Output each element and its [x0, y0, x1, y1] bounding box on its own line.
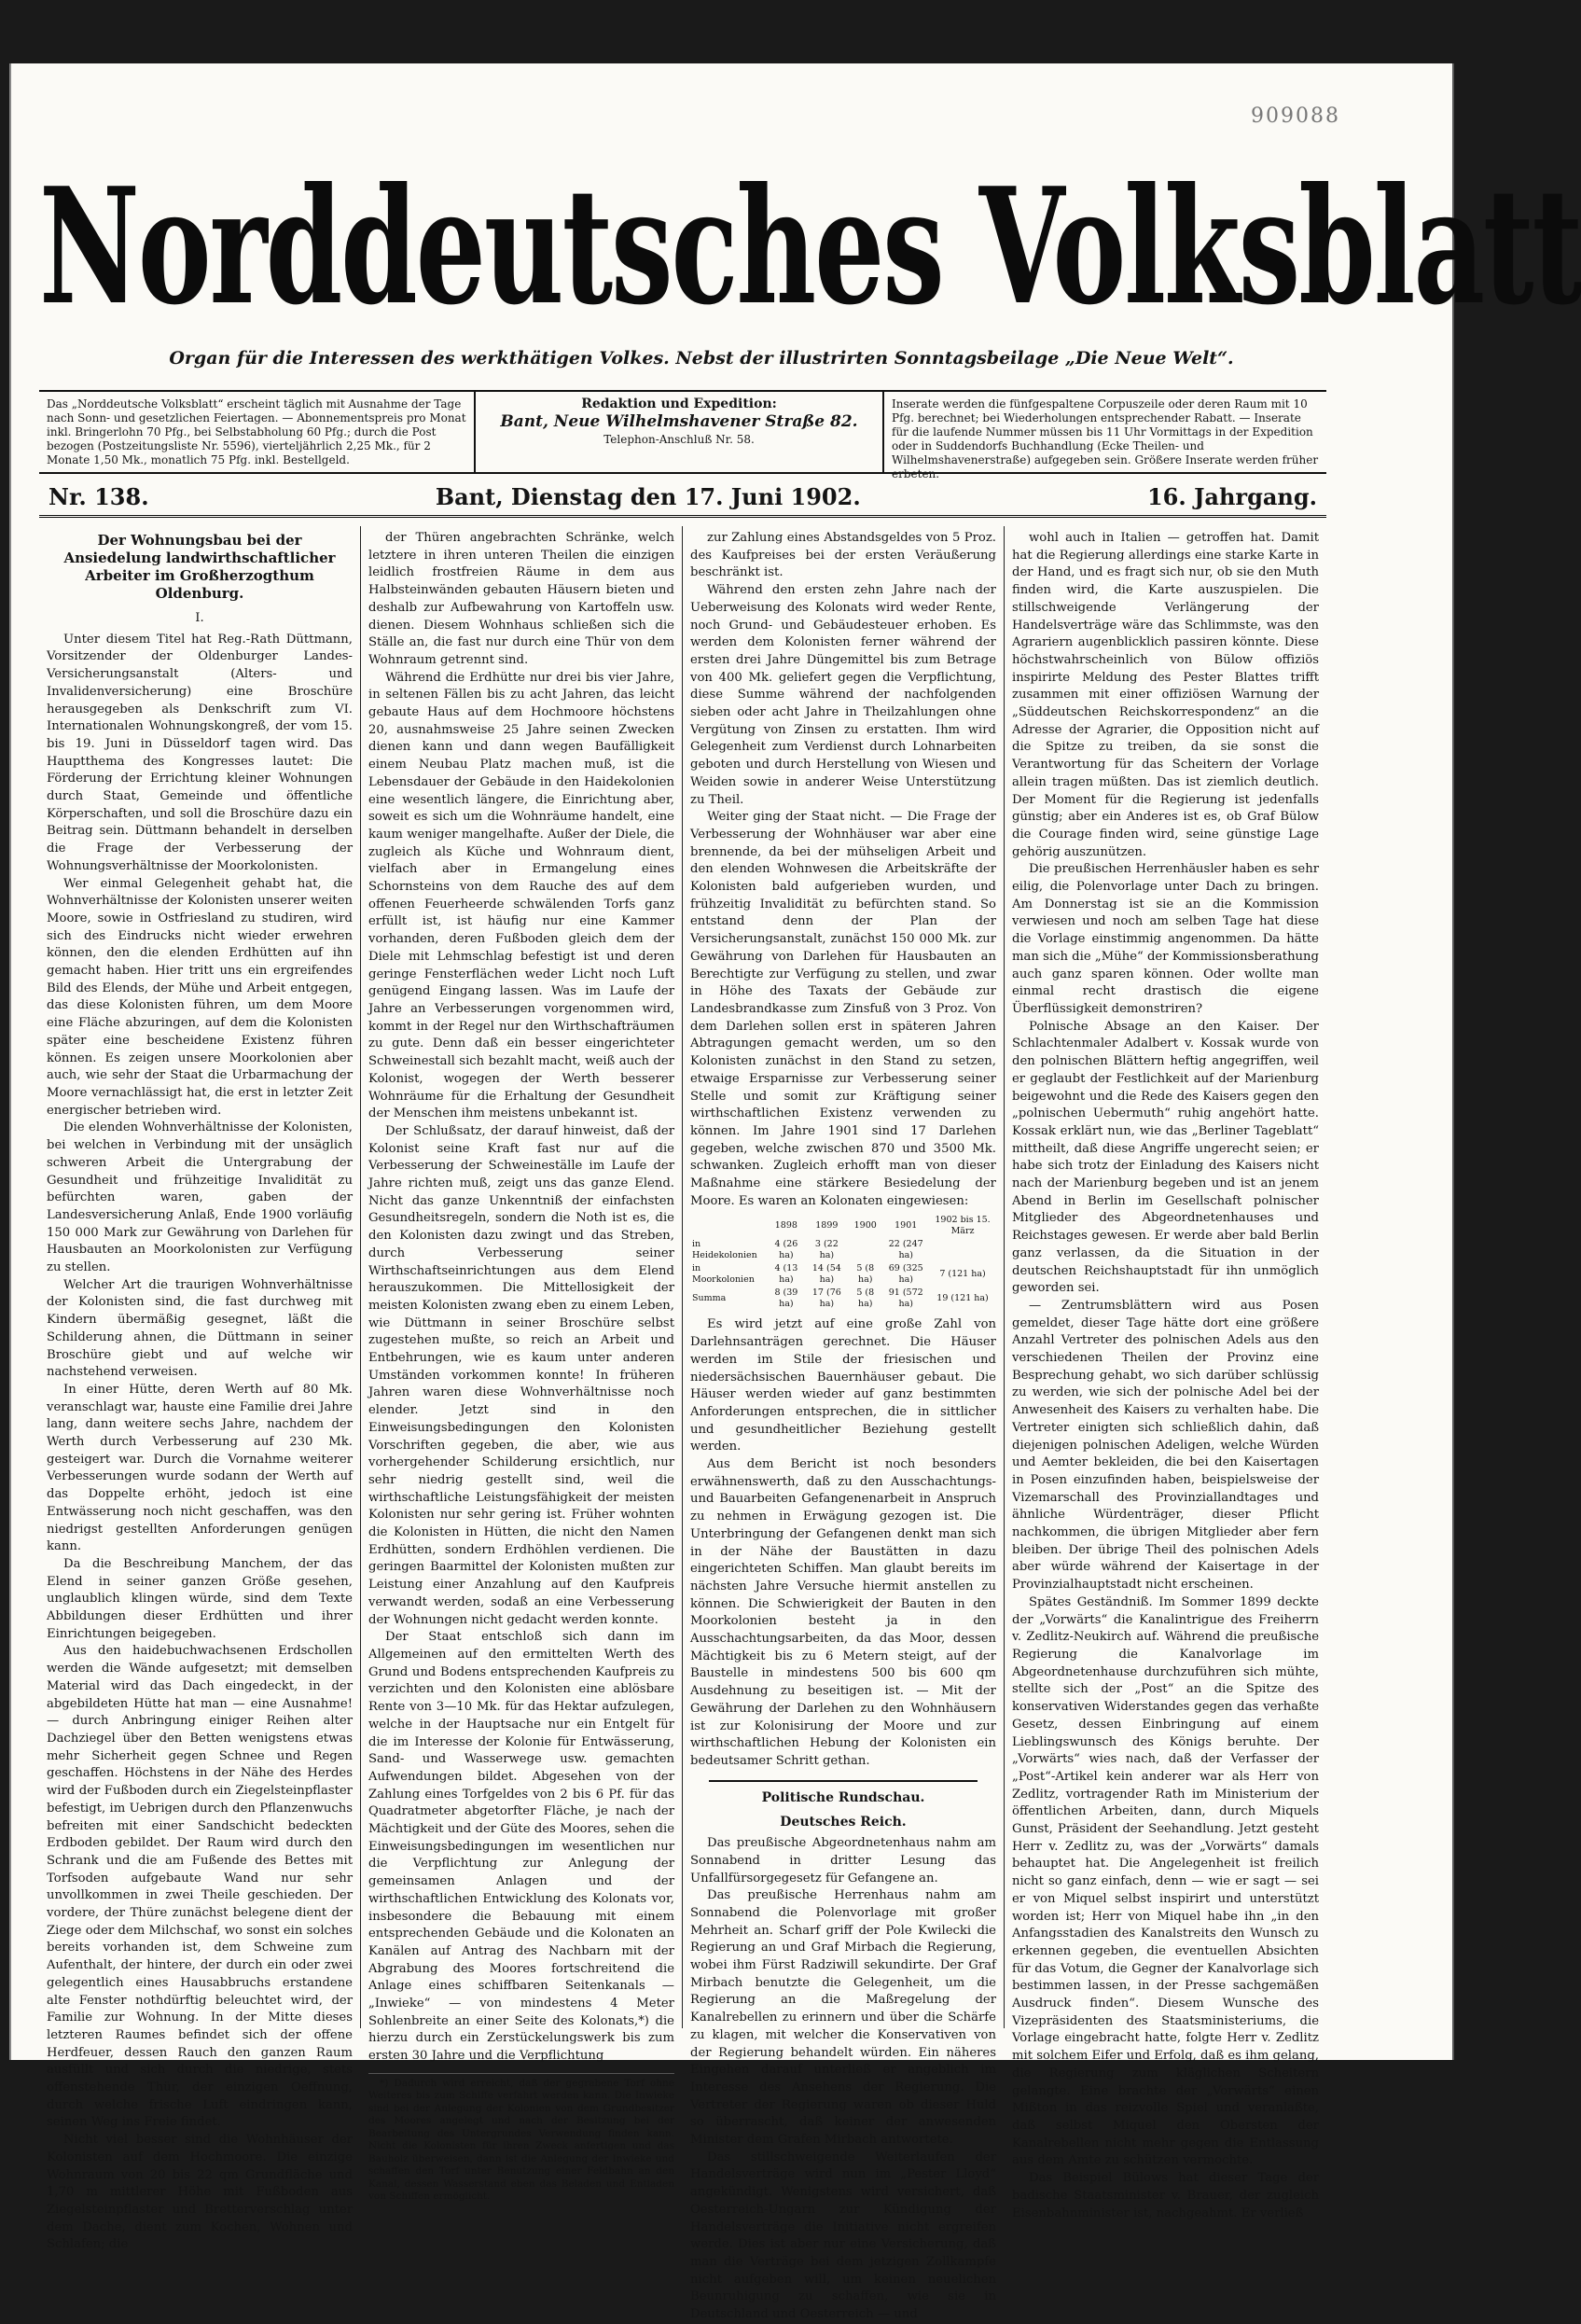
advertising-info: Inserate werden die fünfgespaltene Corpuszeile oder deren Raum mit 10 Pfg. berechnet; bei Wiederholungen entsprechender Rabatt. — Inserate für die laufende Nummer müssen bis 11 Uhr Vormittags in der Expedition oder in Suddendorfs Buchhandlung (Ecke Theilen- und Wilhelmshavenerstraße) aufgegeben sein. Größere Inserate werden früher erbeten. [892, 397, 1319, 480]
column-3 [683, 526, 1005, 2322]
issue-date: Bant, Dienstag den 17. Juni 1902. [435, 483, 861, 510]
table-header-cell: 1901 [895, 1220, 918, 1232]
paragraph: der Thüren angebrachten Schränke, welch letztere in ihren unteren Theilen die einzigen leidlich frostfreien Räume in dem aus Halbsteinwänden gebauten Häusern bieten und deshalb zur Aufbewahrung von Kartoffeln usw. dienen. Diesem Wohnhaus schließen sich die Ställe an, die fast nur durch eine Thür von dem Wohnraum getrennt sind. [368, 531, 674, 667]
archive-stamp: 909088 [1251, 104, 1340, 128]
paragraph: Das preußische Herrenhaus nahm am Sonnabend die Polenvorlage mit großer Mehrheit an. Scharf griff der Pole Kwilecki die Regierung an und Graf Mirbach die Regierung, wobei ihm Fürst Radziwill sekundirte. Der Graf Mirbach benutzte die Gelegenheit, um die Regierung an die Maßregelung der Kanalrebellen zu erinnern und über die Schärfe zu klagen, mit welcher die Konservativen von der Regierung behandelt würden. Ein näheres Eingehen darauf unterließ er angeblich im Interesse des Ansehens der Regierung. Die Vertreter der Regierung waren ob dieser Huld so überrascht, daß keiner der anwesenden Minister dem Grafen Mirbach antwortete. [690, 1888, 996, 2148]
footnote [368, 2073, 674, 2204]
section-divider [709, 1780, 978, 1782]
paragraph: Polnische Absage an den Kaiser. Der Schlachtenmaler Adalbert v. Kossak wurde von den polnischen Blättern heftig angegriffen, weil er geglaubt der Festlichkeit auf der Marienburg beigewohnt und die Rede des Kaisers gegen den „polnischen Uebermuth“ ruhig angehört hatte. Kossak erklärt nun, wie das „Berliner Tageblatt“ mittheilt, daß diese Angriffe ungerecht seien; er habe sich trotz der Einladung des Kaisers nicht nach der Marienburg begeben und ist an jenem Abend in Berlin im Gesellschaft polnischer Mitglieder des Abgeordnetenhauses und Reichstages gewesen. Er werde aber bald Berlin ganz verlassen, da die Situation in der deutschen Reichshauptstadt für ihn unmöglich geworden sei. [1012, 1019, 1319, 1296]
paragraph: Aus dem Bericht ist noch besonders erwähnenswerth, daß zu den Ausschachtungs- und Bauarbeiten Gefangenenarbeit in Anspruch zu nehmen in Erwägung gezogen ist. Die Unterbringung der Gefangenen denkt man sich in der Nähe der Baustätten in dazu eingerichteten Schiffen. Man glaubt bereits im nächsten Jahre Versuche hiermit anstellen zu können. Die Schwierigkeit der Bauten in den Moorkolonien besteht ja in den Ausschachtungsarbeiten, da das Moor, dessen Mächtigkeit bis zu 6 Metern steigt, auf der Baustelle in mindestens 500 bis 600 qm Ausdehnung zu beseitigen ist. — Mit der Gewährung der Darlehen zu den Wohnhäusern ist zur Kolonisirung der Moore und zur wirthschaftlichen Hebung der Kolonisten ein bedeutsamer Schritt gethan. [690, 1457, 996, 1768]
table-row [690, 1287, 996, 1311]
paragraph: Während die Erdhütte nur drei bis vier Jahre, in seltenen Fällen bis zu acht Jahren, das leicht gebaute Haus auf dem Hochmoore höchstens 20, ausnahmsweise 25 Jahre seinen Zwecken dienen kann und dann wegen Baufälligkeit einem Neubau Platz machen muß, ist die Lebensdauer der Gebäude in den Haidekolonien eine wesentlich längere, die Einrichtung aber, soweit es sich um die Wohnräume handelt, eine kaum weniger mangelhafte. Außer der Diele, die zugleich als Küche und Wohnraum dient, vielfach aber in Ermangelung eines Schornsteins von dem Rauche des auf dem offenen Feuerheerde schwälenden Torfs ganz erfüllt ist, ist häufig nur eine Kammer vorhanden, deren Fußboden gleich dem der Diele mit Lehmschlag befestigt ist und deren geringe Fensterflächen weder Licht noch Luft genügend Eingang lassen. Was im Laufe der Jahre an Verbesserungen vorgenommen wird, kommt in der Regel nur den Wirthschafträumen zu gute. Denn daß ein besser eingerichteter Schweinestall sich bezahlt macht, weiß auch der Kolonist, wogegen der Werth besserer Wohnräume für die Erhaltung der Gesundheit der Menschen ihm meistens unbekannt ist. [368, 670, 674, 1121]
dateline [39, 479, 1326, 518]
article-part-number: I. [195, 611, 204, 625]
newspaper-page [9, 63, 1581, 2322]
column-4 [1005, 526, 1326, 2220]
table-cell: 91 (572 ha) [888, 1287, 923, 1310]
masthead: Norddeutsches Volksblatt [39, 152, 1581, 341]
issue-number: Nr. 138. [49, 483, 149, 510]
table-cell: Summa [692, 1293, 727, 1304]
paragraph: Es wird jetzt auf eine große Zahl von Darlehnsanträgen gerechnet. Die Häuser werden im Stile der friesischen und niedersächsischen Bauernhäuser gebaut. Die Häuser werden wieder auf ganz bestimmten Anforderungen entsprechen, die in sittlicher und gesundheitlicher Beziehung gestellt werden. [690, 1317, 996, 1454]
table-cell: 5 (8 ha) [856, 1287, 875, 1310]
paragraph: Das preußische Abgeordnetenhaus nahm am Sonnabend in dritter Lesung das Unfallfürsorgegesetz für Gefangene an. [690, 1836, 996, 1886]
table-cell: 69 (325 ha) [888, 1263, 923, 1286]
subsection-heading: Deutsches Reich. [780, 1815, 907, 1830]
table-cell: 14 (54 ha) [811, 1263, 841, 1286]
paragraph: Weiter ging der Staat nicht. — Die Frage der Verbesserung der Wohnhäuser war aber eine brennende, da bei der mühseligen Arbeit und den elenden Wohnwesen die Arbeitskräfte der Kolonisten bald aufgerieben wurden, und frühzeitig Invalidität zu befürchten stand. So entstand denn der Plan der Versicherungsanstalt, zunächst 150 000 Mk. zur Gewährung von Darlehen für Hausbauten an Berechtigte zur Verfügung zu stellen, und zwar in Höhe des Taxats der Gebäude zur Landesbrandkasse zum Zinsfuß von 3 Proz. Von dem Darlehen sollen erst in späteren Jahren Abtragungen gemacht werden, um so den Kolonisten zunächst in den Stand zu setzen, etwaige Ersparnisse zur Verbesserung seiner Stelle und somit zur Kräftigung seiner wirthschaftlichen Existenz verwenden zu können. Im Jahre 1901 sind 17 Darlehen gegeben, welche zwischen 870 und 3500 Mk. schwanken. Zugleich erhofft man von dieser Maßnahme eine stärkere Besiedelung der Moore. Es waren an Kolonaten eingewiesen: [690, 810, 996, 1208]
table-cell: in Heidekolonien [692, 1239, 757, 1261]
table-header-cell: 1898 [774, 1220, 797, 1232]
article-columns [39, 526, 1326, 2322]
paragraph: Die preußischen Herrenhäusler haben es sehr eilig, die Polenvorlage unter Dach zu bringen. Am Donnerstag ist sie an die Kommission verwiesen und noch am selben Tage hat diese die Vorlage einstimmig angenommen. Da hätte man sich die „Mühe“ der Kommissionsberathung auch ganz sparen können. Oder wollte man einmal recht drastisch die eigene Überflüssigkeit demonstriren? [1012, 862, 1319, 1016]
table-header-row [690, 1214, 996, 1238]
table-cell: 19 (121 ha) [936, 1293, 989, 1304]
paragraph: Unter diesem Titel hat Reg.-Rath Düttmann, Vorsitzender der Oldenburger Landes-Versicherungsanstalt (Alters- und Invalidenversicherung) eine Broschüre herausgegeben als Denkschrift zum VI. Internationalen Wohnungskongreß, der vom 15. bis 19. Juni in Düsseldorf tagen wird. Das Hauptthema des Kongresses lautet: Die Förderung der Errichtung kleiner Wohnungen durch Staat, Gemeinde und öffentliche Körperschaften, und soll die Broschüre dazu ein Beitrag sein. Düttmann behandelt in derselben die Frage der Verbesserung der Wohnungsverhältnisse der Moorkolonisten. [47, 632, 353, 873]
paragraph: Da die Beschreibung Manchem, der das Elend in seiner ganzen Größe gesehen, unglaublich klingen würde, sind dem Texte Abbildungen dieser Erdhütten und ihrer Einrichtungen beigegeben. [47, 1556, 353, 1641]
paragraph: Der Schlußsatz, der darauf hinweist, daß der Kolonist seine Kraft fast nur auf die Verbesserung der Schweineställe im Laufe der Jahre richten muß, zeigt uns das ganze Elend. Nicht das ganze Unkenntniß der einfachsten Gesundheitsregeln, sondern die Noth ist es, die den Kolonisten dazu zwingt und das Streben, durch Verbesserung seiner Wirthschaftseinrichtungen aus dem Elend herauszukommen. Die Mittellosigkeit der meisten Kolonisten zwang eben zu einem Leben, wie Düttmann in seiner Broschüre selbst zugestehen mußte, so reich an Arbeit und Entbehrungen, wie es kaum unter anderen Umständen vorkommen konnte! In früheren Jahren waren diese Wohnverhältnisse noch elender. Jetzt sind in den Einweisungsbedingungen den Kolonisten Vorschriften gegeben, die aber, wie aus vorhergehender Schilderung ersichtlich, nur sehr niedrig gestellt sind, weil die wirthschaftliche Leistungsfähigkeit der meisten Kolonisten nur sehr gering ist. Früher wohnten die Kolonisten in Hütten, die nicht den Namen Erdhütten, sondern Erdhöhlen verdienen. Die geringen Baarmittel der Kolonisten mußten zur Leistung einer Anzahlung auf den Kaufpreis verwandt werden, sodaß an eine Verbesserung der Wohnungen nicht gedacht werden konnte. [368, 1123, 674, 1627]
subscription-info: Das „Norddeutsche Volksblatt“ erscheint täglich mit Ausnahme der Tage nach Sonn- und gesetzlichen Feiertagen. — Abonnementspreis pro Monat inkl. Bringerlohn 70 Pfg., bei Selbstabholung 60 Pfg.; durch die Post bezogen (Postzeitungsliste Nr. 5596), vierteljährlich 2,25 Mk., für 2 Monate 1,50 Mk., monatlich 75 Pfg. inkl. Bestellgeld. [39, 392, 476, 472]
table-header-cell: 1902 bis 15. März [935, 1215, 991, 1237]
table-cell: 8 (39 ha) [774, 1287, 798, 1310]
table-row [690, 1238, 996, 1262]
paragraph: zur Zahlung eines Abstandsgeldes von 5 Proz. des Kaufpreises bei der ersten Veräußerung beschränkt ist. [690, 531, 996, 580]
table-cell: in Moorkolonien [692, 1263, 755, 1286]
table-cell: 7 (121 ha) [939, 1269, 986, 1280]
editorial-office-heading: Redaktion und Expedition: [581, 397, 777, 411]
paragraph: Während den ersten zehn Jahre nach der Ueberweisung des Kolonats wird weder Rente, noch Grund- und Gebäudesteuer erhoben. Es werden dem Kolonisten ferner während der ersten drei Jahre Düngemittel bis zum Betrage von 400 Mk. geliefert gegen die Verpflichtung, diese Summe während der nachfolgenden sieben oder acht Jahre in Theilzahlungen ohne Vergütung von Zinsen zu erstatten. Ihm wird Gelegenheit zum Verdienst durch Lohnarbeiten geboten und durch Herstellung von Wiesen und Weiden sowie in anderer Weise Unterstützung zu Theil. [690, 583, 996, 807]
paragraph: In einer Hütte, deren Werth auf 80 Mk. veranschlagt war, hauste eine Familie drei Jahre lang, dann weitere sechs Jahre, nachdem der Werth durch Verbesserung auf 230 Mk. gesteigert war. Durch die Vornahme weiterer Verbesserungen wurde sodann der Werth auf das Doppelte erhöht, jedoch ist eine Entwässerung noch nicht geschaffen, was den niedrigst gestellten Anforderungen genügen kann. [47, 1382, 353, 1554]
paragraph: Der Staat entschloß sich dann im Allgemeinen auf den ermittelten Werth des Grund und Bodens entsprechenden Kaufpreis zu verzichten und den Kolonisten eine ablösbare Rente von 3—10 Mk. für das Hektar aufzulegen, welche in der Hauptsache nur ein Entgelt für die im Interesse der Kolonie für Entwässerung, Sand- und Wasserwege usw. gemachten Aufwendungen bildet. Abgesehen von der Zahlung eines Torfgeldes von 2 bis 6 Pf. für das Quadratmeter abgetorfter Fläche, je nach der Mächtigkeit und der Güte des Moores, sehen die Einweisungsbedingungen im wesentlichen nur die Verpflichtung zur Anlegung der gemeinsamen Anlagen und der wirthschaftlichen Entwicklung des Kolonats vor, insbesondere die Bebauung mit einem entsprechenden Gebäude und die Kolonaten an Kanälen auf Antrag des Nachbarn mit der Abgrabung des Moores fortschreitend die Anlage eines schiffbaren Seitenkanals — „Inwieke“ — von mindestens 4 Meter Sohlenbreite an einer Seite des Kolonats,*) die hierzu durch ein Zerstückelungswerk bis zum ersten 30 Jahre und die Verpflichtung [368, 1630, 674, 2064]
paragraph: Die elenden Wohnverhältnisse der Kolonisten, bei welchen in Verbindung mit der unsäglich schweren Arbeit die Untergrabung der Gesundheit und frühzeitige Invalidität zu befürchten waren, gaben der Landesversicherung Anlaß, Ende 1900 vorläufig 150 000 Mark zur Gewährung von Darlehen für Hausbauten an Moorkolonisten zur Verfügung zu stellen. [47, 1120, 353, 1275]
paragraph: — Zentrumsblättern wird aus Posen gemeldet, dieser Tage hätte dort eine größere Anzahl Vertreter des polnischen Adels aus den verschiedenen Theilen der Provinz eine Besprechung gehabt, wo sich darüber schlüssig zu werden, wie sich der polnische Adel bei der Anwesenheit des Kaisers zu verhalten habe. Die Vertreter einigten sich schließlich dahin, daß diejenigen polnischen Adeligen, welche Würden und Aemter bekleiden, die bei den Kaisertagen in Posen einzufinden haben, beispielsweise der Vizemarschall des Provinziallandtages und ähnliche Würdenträger, dieser Pflicht nachkommen, die übrigen Mitglieder aber fern bleiben. Der übrige Theil des polnischen Adels aber würde während der Kaisertage in der Provinzialhauptstadt nicht erscheinen. [1012, 1298, 1319, 1593]
paragraph: Das stillschweigende Weiterlaufen der Handelsverträge wird nun im „Pester Lloyd“ angekündigt. Wenigstens wird versichert, daß Oesterreich-Ungarn zur Kündigung der Handelsverträge die Initiative nicht ergreifen werde. Dies ist aber nur eine Versicherung, daß man die Verträge bei dem jetzigen Zollkampfe nicht aufgeben will, um keinen neuelichen Beunruhigung zu schaffen, wie sie in Deutschland und Oesterreich — und [690, 2150, 996, 2322]
article-headline: Der Wohnungsbau bei der Ansiedelung landwirthschaftlicher Arbeiter im Großherzogthum Oldenburg. [63, 532, 336, 602]
paragraph: Das Beispiel Bülows hat dieser Tage der badische Staatsminister v. Brauer, der zugleich Eisenbahnminister ist, nachgeahmt. Er verließ [1012, 2171, 1319, 2220]
table-cell: 3 (22 ha) [814, 1239, 839, 1261]
editorial-office [476, 392, 884, 472]
colonists-table [690, 1214, 996, 1311]
table-header-cell [690, 1214, 767, 1238]
table-cell: 4 (26 ha) [774, 1239, 798, 1261]
table-cell: 22 (247 ha) [888, 1239, 923, 1261]
telephone-info: Telephon-Anschluß Nr. 58. [603, 433, 755, 446]
column-2 [361, 526, 683, 2203]
editorial-office-address: Bant, Neue Wilhelmshavener Straße 82. [500, 412, 858, 431]
table-header-cell: 1900 [853, 1220, 877, 1232]
paragraph: Welcher Art die traurigen Wohnverhältnisse der Kolonisten sind, die fast durchweg mit Kindern übermäßig gesegnet, läßt die Schilderung ahnen, die Düttmann in seiner Broschüre giebt und auf welche wir nachstehend verweisen. [47, 1277, 353, 1380]
table-cell [929, 1238, 996, 1262]
paragraph: Wer einmal Gelegenheit gehabt hat, die Wohnverhältnisse der Kolonisten unserer weiten Moore, sowie in Ostfriesland zu studiren, wird sich des Eindrucks nicht wieder erwehren können, den die elenden Erdhütten auf ihn gemacht haben. Hier tritt uns ein ergreifendes Bild des Elends, der Mühe und Arbeit entgegen, das diese Kolonisten führen, um dem Moore eine Fläche abzuringen, auf dem die Kolonisten später eine bescheidene Existenz führen können. Es zeigen unsere Moorkolonien aber auch, wie sehr der Staat die Urbarmachung der Moore vernachlässigt hat, die erst in letzter Zeit energischer betrieben wird. [47, 876, 353, 1118]
table-header-cell: 1899 [815, 1220, 839, 1232]
table-cell: 4 (13 ha) [774, 1263, 798, 1286]
column-1 [39, 526, 361, 2252]
paragraph: Spätes Geständniß. Im Sommer 1899 deckte der „Vorwärts“ die Kanalintrigue des Freiherrn v. Zedlitz-Neukirch auf. Während die preußische Regierung die Kanalvorlage im Abgeordnetenhause durchzuführen sich mühte, stellte sich der „Post“ an die Spitze des konservativen Widerstandes gegen das verhaßte Gesetz, dessen Einbringung auf einem Lieblingswunsch des Königs beruhte. Der „Vorwärts“ wies nach, daß der Verfasser der „Post“-Artikel kein anderer war als Herr von Zedlitz, vortragender Rath im Ministerium der öffentlichen Arbeiten, dann, durch Miquels Gunst, Präsident der Seehandlung. Jetzt gesteht Herr v. Zedlitz zu, was der „Vorwärts“ damals behauptet hat. Die Angelegenheit ist freilich nicht so ganz einfach, denn — wie er sagt — sei er von Miquel selbst inspirirt und unterstützt worden ist; Herr von Miquel habe ihn „in den Anfangsstadien des Kanalstreits den Wunsch zu erkennen gegeben, die eventuellen Absichten für das Votum, die Gegner der Kanalvorlage sich bestimmen lassen, in der Presse sachgemäßen Ausdruck finden“. Diesem Wunsche des Vizepräsidenten des Staatsministeriums, die Vorlage eingebracht hatte, folgte Herr v. Zedlitz mit solchem Eifer und Erfolg, daß es ihm gelang, die Regierung zum kläglichen Scheitern gelangte. Eine brachte der „Vorwärts“ einen Mißton in das reizvolle Spiel und veranlaßte, daß selbst Miquel den Obersten der Kanalrebellen nicht mehr gegen die Entlassung aus dem Amte zu schützen vermochte. [1012, 1594, 1319, 2168]
table-cell: 17 (76 ha) [811, 1287, 841, 1310]
info-bar [39, 390, 1326, 480]
paragraph: Aus den haidebuchwachsenen Erdschollen werden die Wände aufgesetzt; mit demselben Material wird das Dach eingedeckt, in der abgebildeten Hütte hat man — eine Ausnahme! — durch Anbringung einiger Reihen alter Dachziegel über den Betten wenigstens etwas mehr Sicherheit gegen Schnee und Regen geschaffen. Höchstens in der Nähe des Herdes wird der Fußboden durch ein Ziegelsteinpflaster befestigt, im Uebrigen durch den Pflanzenwuchs befreiten mit einer Sandschicht bedeckten Erdboden gebildet. Der Raum wird durch den Schrank und die am Fußende des Bettes mit Torfsoden aufgebaute Wand nur sehr unvollkommen in zwei Theile geschieden. Der vordere, der Thüre zunächst belegene dient der Ziege oder dem Milchschaf, wo sonst ein solches bereits vorhanden ist, dem Schweine zum Aufenthalt, der hintere, der durch ein oder zwei gelegentlich eines Hausabbruchs erstandene alte Fenster nothdürftig beleuchtet wird, der Familie zur Wohnung. In der Mitte dieses letzteren Raumes befindet sich der offene Herdfeuer, dessen Rauch den ganzen Raum ausfüllt und sich durch die niedrige, stets offenstehende Thür, der einzigen Oeffnung, durch welche frische Luft eindringen kann, seinen Weg ins Freie findet. [47, 1644, 353, 2130]
footnote-text: *) Dadurch wird erreicht, daß der gegrabene Torf ohne Weiteres bis zum Schiffe verfahrt werden kann. Die Inwieke sind bei der Anlegung der Kolonien von dem Grundbesitzer des Moores angelegt und nach der Besitzung bei der Bearbeitung des Untergrundes Verwendung finden kann. Nicht die Kolonisten für ihren Zweck anfertigen und das Bauholz überweisen, dann ist die Anlegung der Inwieke und schaffen den Torf unter Benutzung einer Feldbahn an den Kanal, dessen Wasserstand eben das Beladen und Entladen von Schiffen ermöglicht. [368, 2077, 674, 2203]
volume-number: 16. Jahrgang. [1146, 483, 1317, 510]
table-cell: 5 (8 ha) [856, 1263, 875, 1286]
paragraph: wohl auch in Italien — getroffen hat. Damit hat die Regierung allerdings eine starke Karte in der Hand, und es fragt sich nur, ob sie den Muth finden wird, die Karte auszuspielen. Die stillschweigende Verlängerung der Handelsverträge wäre das Schlimmste, was den Agrariern augenblicklich passiren könnte. Diese höchstwahrscheinlich von Bülow offiziös inspirirte Meldung des Pester Blattes trifft zusammen mit einer offiziösen Warnung der „Süddeutschen Reichskorrespondenz“ an die Adresse der Agrarier, die Opposition nicht auf die Spitze zu treiben, da sie sonst die Verantwortung für das Scheitern der Vorlage allein tragen müßten. Das ist ziemlich deutlich. Der Moment für die Regierung ist jedenfalls günstig; aber ein Anderes ist es, ob Graf Bülow die Courage finden wird, seine günstige Lage gehörig auszunützen. [1012, 531, 1319, 859]
section-heading: Politische Rundschau. [761, 1789, 925, 1805]
subtitle: Organ für die Interessen des werkthätigen Volkes. Nebst der illustrirten Sonntagsbeilage „Die Neue Welt“. [169, 348, 1234, 369]
paragraph: Nicht viel besser sind die Wohnhäuser der Kolonisten auf dem Hochmoore. Die einzige Wohnraum von 20 bis 22 qm Grundfläche und 1,70 m mittlerer Höhe mit Fußboden aus Ziegelsteinpflaster und Bretterverschlag unter dem Dache, dient zum Kochen, Wohnen und Schlafen; die [47, 2133, 353, 2252]
table-cell [848, 1238, 882, 1262]
table-row [690, 1262, 996, 1287]
